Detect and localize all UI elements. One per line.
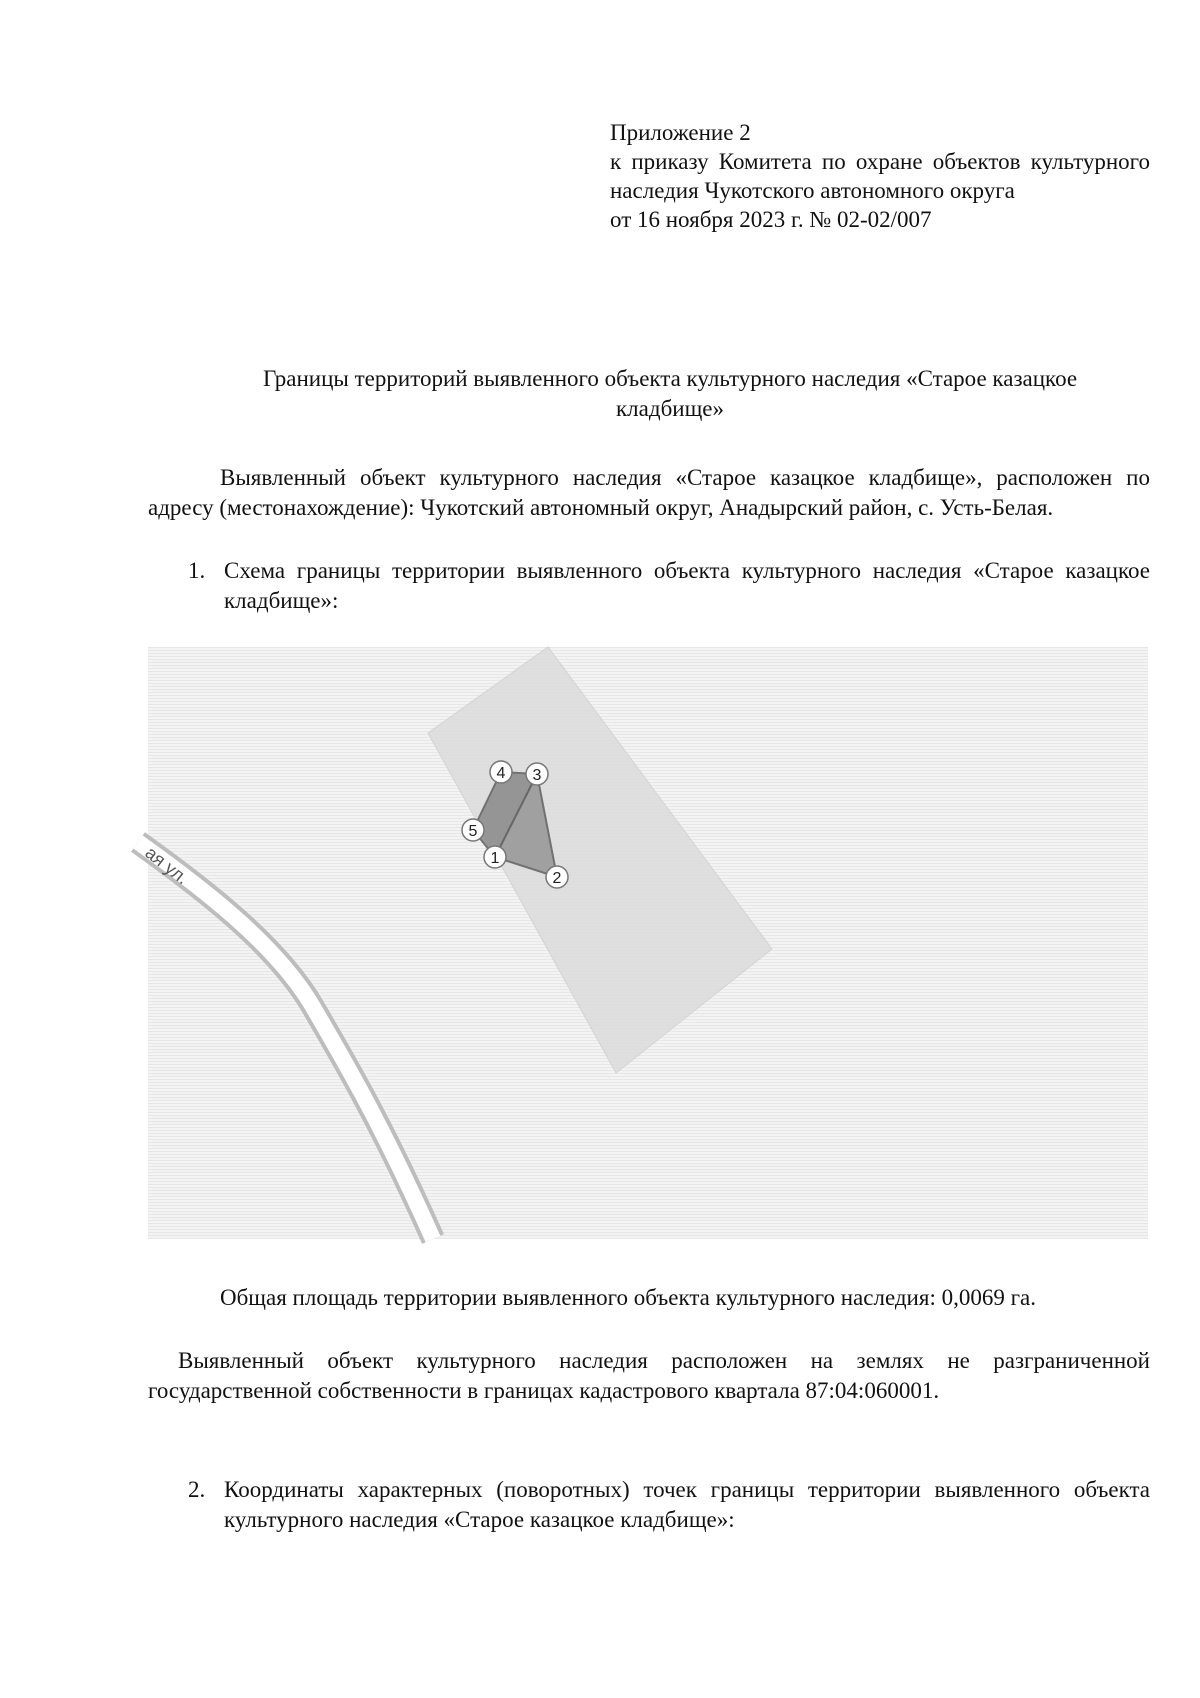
area-paragraph xyxy=(148,1283,1150,1313)
appendix-order-date: от 16 ноября 2023 г. № 02-02/007 xyxy=(610,207,932,232)
boundary-point-1-label: 1 xyxy=(490,850,500,867)
intro-paragraph xyxy=(148,463,1150,523)
document-title: Границы территорий выявленного объекта культурного наследия «Старое казацкое кладбище» xyxy=(262,366,1078,421)
map-road xyxy=(138,842,433,1239)
boundary-point-3 xyxy=(526,763,548,785)
map-street-label: ая ул. xyxy=(141,842,193,889)
list-item-1 xyxy=(148,556,1150,616)
boundary-point-2 xyxy=(546,866,568,888)
boundary-map xyxy=(141,647,1148,1239)
boundary-point-5 xyxy=(462,819,484,841)
appendix-order-ref: к приказу Комитета по охране объектов культурного наследия Чукотского автономного округа xyxy=(610,149,1150,203)
map-road-fill xyxy=(138,842,433,1239)
list-item-1-number: 1. xyxy=(188,558,206,583)
boundary-point-4 xyxy=(490,761,512,783)
area-text: Общая площадь территории выявленного объекта культурного наследия: 0,0069 га. xyxy=(220,1285,1036,1310)
boundary-point-1 xyxy=(484,846,506,868)
map-svg xyxy=(141,647,1148,1239)
list-item-2-text: Координаты характерных (поворотных) точек границы территории выявленного объекта культурного наследия «Старое казацкое кладбище»: xyxy=(224,1477,1150,1532)
boundary-point-4-label: 4 xyxy=(496,765,506,782)
list-item-2 xyxy=(148,1475,1150,1535)
boundary-point-2-label: 2 xyxy=(552,870,562,887)
boundary-point-3-label: 3 xyxy=(532,767,542,784)
intro-text: Выявленный объект культурного наследия «Старое казацкое кладбище», расположен по адресу (местонахождение): Чукотский автономный округ, Анадырский район, с. Усть-Белая. xyxy=(148,465,1150,520)
appendix-block xyxy=(610,118,1150,234)
appendix-number: Приложение 2 xyxy=(610,120,751,145)
boundary-point-5-label: 5 xyxy=(468,823,478,840)
land-paragraph xyxy=(148,1346,1150,1406)
list-item-1-text: Схема границы территории выявленного объекта культурного наследия «Старое казацкое кладбище»: xyxy=(224,558,1150,613)
list-item-2-number: 2. xyxy=(188,1477,206,1502)
map-parcel xyxy=(428,647,772,1073)
land-text: Выявленный объект культурного наследия расположен на землях не разграниченной государственной собственности в границах кадастрового квартала 87:04:060001. xyxy=(148,1348,1150,1403)
